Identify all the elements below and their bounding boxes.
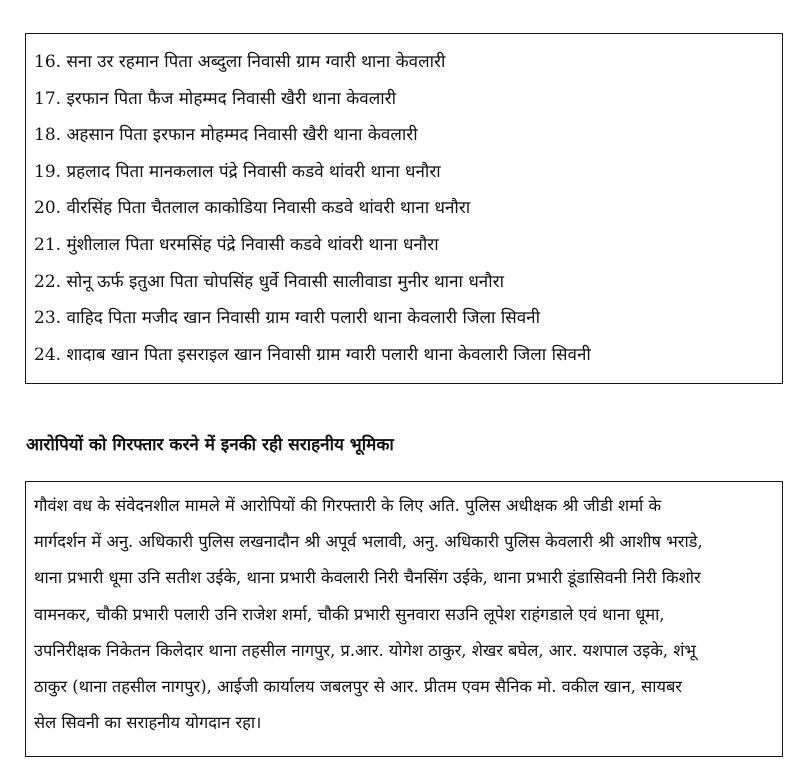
accused-item-23: 23. वाहिद पिता मजीद खान निवासी ग्राम ग्वारी पलारी थाना केवलारी जिला सिवनी	[34, 308, 541, 329]
accused-item-17: 17. इरफान पिता फैज मोहम्मद निवासी खैरी थाना केवलारी	[34, 88, 397, 109]
accused-item-21: 21. मुंशीलाल पिता धरमसिंह पंद्रे निवासी कडवे थांवरी थाना धनौरा	[34, 234, 439, 255]
accused-item-24: 24. शादाब खान पिता इसराइल खान निवासी ग्राम ग्वारी पलारी थाना केवलारी जिला सिवनी	[34, 344, 591, 365]
commendation-box	[25, 481, 783, 757]
accused-item-22: 22. सोनू ऊर्फ इतुआ पिता चोपसिंह धुर्वे निवासी सालीवाडा मुनीर थाना धनौरा	[34, 271, 504, 292]
accused-list-box	[25, 33, 783, 384]
section-heading: आरोपियों को गिरफ्तार करने में इनकी रही सराहनीय भूमिका	[26, 435, 394, 455]
accused-item-16: 16. सना उर रहमान पिता अब्दुला निवासी ग्राम ग्वारी थाना केवलारी	[34, 52, 446, 72]
accused-item-19: 19. प्रहलाद पिता मानकलाल पंद्रे निवासी कडवे थांवरी थाना धनौरा	[34, 161, 441, 182]
accused-item-18: 18. अहसान पिता इरफान मोहम्मद निवासी खैरी थाना केवलारी	[34, 125, 418, 146]
commendation-paragraph: गौवंश वध के संवेदनशील मामले में आरोपियों की गिरफ्तारी के लिए अति. पुलिस अधीक्षक श्री जीडी शर्मा के मार्गदर्शन में अनु. अधिकारी पुलिस लखनादौन श्री अपूर्व भलावी, अनु. अधिकारी पुलिस केवलारी श्री आशीष भराडे, थाना प्रभारी धूमा उनि सतीश उईके, थाना प्रभारी केवलारी निरी चैनसिंग उईके, थाना प्रभारी डूंडासिवनी निरी किशोर वामनकर, चौकी प्रभारी पलारी उनि राजेश शर्मा, चौकी प्रभारी सुनवारा सउनि लूपेश राहंगडाले एवं थाना धूमा, उपनिरीक्षक निकेतन किलेदार थाना तहसील नागपुर, प्र.आर. योगेश ठाकुर, शेखर बघेल, आर. यशपाल उइके, शंभू ठाकुर (थाना तहसील नागपुर), आईजी कार्यालय जबलपुर से आर. प्रीतम एवम सैनिक मो. वकील खान, सायबर सेल सिवनी का सराहनीय योगदान रहा।	[34, 496, 703, 733]
accused-item-20: 20. वीरसिंह पिता चैतलाल काकोडिया निवासी कडवे थांवरी थाना धनौरा	[34, 198, 471, 219]
